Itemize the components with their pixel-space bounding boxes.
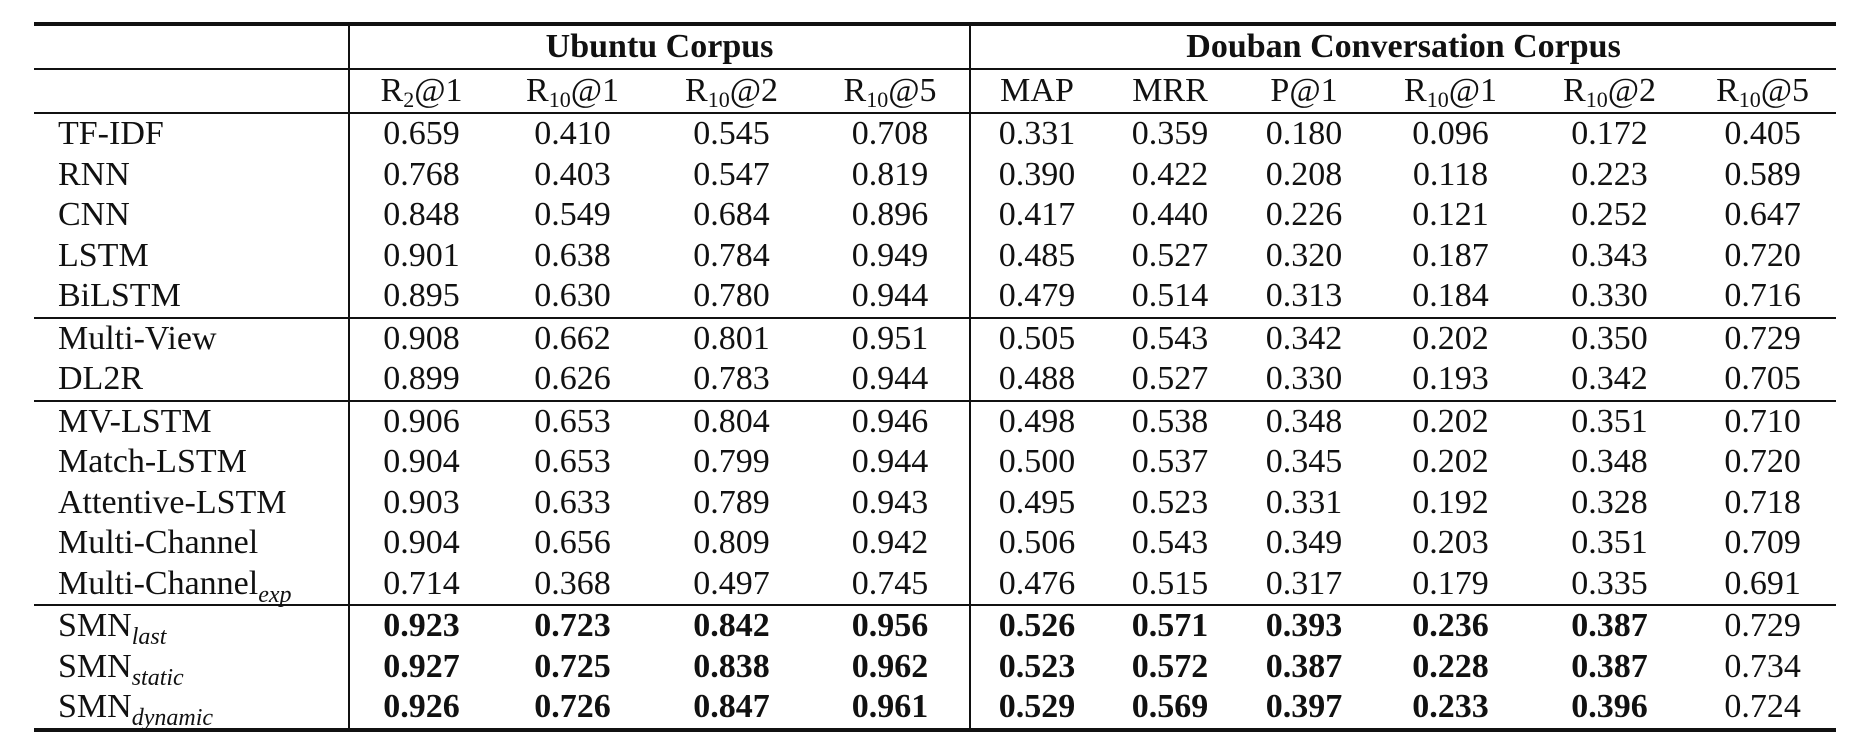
value-cell: 0.718: [1724, 483, 1801, 521]
value-cell: 0.962: [811, 647, 970, 688]
metric-header-row: [34, 69, 1836, 113]
value-cell: 0.342: [1571, 360, 1648, 398]
metric-header: $R_{10}@5$: [811, 69, 970, 113]
value-cell: 0.927: [383, 647, 460, 685]
value-cell: 0.848: [383, 196, 460, 234]
value-cell: 0.901: [383, 236, 460, 274]
value-cell: 0.906: [383, 402, 460, 440]
value-cell: 0.630: [534, 277, 611, 315]
model-name-cell: LSTM: [34, 236, 349, 277]
value-cell: 0.908: [383, 319, 460, 357]
table-row: [34, 442, 1836, 483]
value-cell: 0.569: [1131, 688, 1209, 726]
group-header-douban: Douban Conversation Corpus: [1186, 28, 1621, 65]
value-cell: 0.726: [534, 688, 611, 726]
value-cell: 0.252: [1571, 196, 1648, 234]
value-cell: 0.705: [1724, 360, 1801, 398]
value-cell: 0.331: [998, 115, 1076, 153]
value-cell: 0.313: [1265, 277, 1343, 315]
value-cell: 0.656: [534, 524, 611, 562]
value-cell: 0.348: [1265, 402, 1343, 440]
model-name-cell: Multi-Channel$_{exp}$: [34, 564, 349, 606]
value-cell: 0.497: [693, 564, 770, 602]
value-cell: 0.725: [534, 647, 611, 685]
value-cell: 0.659: [383, 115, 460, 153]
value-cell: 0.538: [1131, 402, 1209, 440]
table-row: [34, 564, 1836, 606]
value-cell: 0.543: [1131, 319, 1209, 357]
value-cell: 0.403: [534, 155, 611, 193]
table-row: [34, 687, 1836, 730]
value-cell: 0.716: [1724, 277, 1801, 315]
value-cell: 0.202: [1412, 402, 1489, 440]
model-name-cell: Match-LSTM: [34, 442, 349, 483]
value-cell: 0.118: [1412, 155, 1489, 193]
value-cell: 0.096: [1412, 115, 1489, 153]
table-row: [34, 523, 1836, 564]
value-cell: 0.896: [811, 195, 970, 236]
value-cell: 0.485: [998, 236, 1076, 274]
value-cell: 0.904: [383, 443, 460, 481]
metric-header: $R_{10}@1$: [1371, 69, 1530, 113]
value-cell: 0.202: [1412, 319, 1489, 357]
value-cell: 0.729: [1724, 607, 1801, 645]
value-cell: 0.479: [998, 277, 1076, 315]
value-cell: 0.946: [811, 401, 970, 443]
metric-header: $R_2@1$: [349, 69, 493, 113]
results-table: [34, 22, 1836, 732]
value-cell: 0.193: [1412, 360, 1489, 398]
value-cell: 0.944: [811, 442, 970, 483]
value-cell: 0.572: [1131, 647, 1209, 685]
value-cell: 0.571: [1131, 607, 1209, 645]
value-cell: 0.589: [1724, 155, 1801, 193]
corner-cell: [34, 24, 349, 69]
value-cell: 0.545: [693, 115, 770, 153]
value-cell: 0.804: [693, 402, 770, 440]
table-row: [34, 605, 1836, 647]
value-cell: 0.904: [383, 524, 460, 562]
model-name-cell: MV-LSTM: [34, 401, 349, 443]
value-cell: 0.956: [811, 605, 970, 647]
value-cell: 0.537: [1131, 443, 1209, 481]
value-cell: 0.626: [534, 360, 611, 398]
value-cell: 0.523: [998, 647, 1076, 685]
value-cell: 0.691: [1724, 564, 1801, 602]
value-cell: 0.529: [998, 688, 1076, 726]
value-cell: 0.783: [693, 360, 770, 398]
value-cell: 0.638: [534, 236, 611, 274]
value-cell: 0.780: [693, 277, 770, 315]
value-cell: 0.330: [1571, 277, 1648, 315]
value-cell: 0.714: [383, 564, 460, 602]
table-row: [34, 359, 1836, 401]
value-cell: 0.387: [1571, 607, 1648, 645]
table-row: [34, 647, 1836, 688]
table-row: [34, 401, 1836, 443]
value-cell: 0.387: [1571, 647, 1648, 685]
value-cell: 0.895: [383, 277, 460, 315]
corner-cell-2: [34, 69, 349, 113]
value-cell: 0.192: [1412, 483, 1489, 521]
model-name-cell: CNN: [34, 195, 349, 236]
model-name-cell: RNN: [34, 155, 349, 196]
value-cell: 0.944: [811, 276, 970, 318]
value-cell: 0.397: [1265, 688, 1343, 726]
group-header-ubuntu: Ubuntu Corpus: [349, 24, 970, 69]
value-cell: 0.387: [1265, 647, 1343, 685]
value-cell: 0.335: [1571, 564, 1648, 602]
value-cell: 0.729: [1724, 319, 1801, 357]
value-cell: 0.320: [1265, 236, 1343, 274]
value-cell: 0.549: [534, 196, 611, 234]
value-cell: 0.684: [693, 196, 770, 234]
value-cell: 0.405: [1724, 115, 1801, 153]
metric-header: $R_{10}@5$: [1689, 69, 1836, 113]
value-cell: 0.708: [811, 113, 970, 155]
value-cell: 0.330: [1265, 360, 1343, 398]
group-header-row: [34, 24, 1836, 69]
value-cell: 0.724: [1724, 688, 1801, 726]
value-cell: 0.734: [1724, 647, 1801, 685]
value-cell: 0.121: [1412, 196, 1489, 234]
value-cell: 0.543: [1131, 524, 1209, 562]
value-cell: 0.709: [1724, 524, 1801, 562]
value-cell: 0.180: [1265, 115, 1343, 153]
value-cell: 0.476: [998, 564, 1076, 602]
model-name-cell: $SMN_{last}$: [34, 605, 349, 647]
model-name-cell: $SMN_{static}$: [34, 647, 349, 688]
model-name-cell: DL2R: [34, 359, 349, 401]
value-cell: 0.505: [998, 319, 1076, 357]
value-cell: 0.819: [811, 155, 970, 196]
model-name-cell: BiLSTM: [34, 276, 349, 318]
value-cell: 0.662: [534, 319, 611, 357]
value-cell: 0.847: [693, 688, 770, 726]
value-cell: 0.653: [534, 443, 611, 481]
value-cell: 0.345: [1265, 443, 1343, 481]
value-cell: 0.495: [998, 483, 1076, 521]
value-cell: 0.331: [1265, 483, 1343, 521]
model-name-cell: $SMN_{dynamic}$: [34, 687, 349, 730]
value-cell: 0.228: [1412, 647, 1489, 685]
value-cell: 0.515: [1131, 564, 1209, 602]
value-cell: 0.348: [1571, 443, 1648, 481]
value-cell: 0.328: [1571, 483, 1648, 521]
value-cell: 0.422: [1131, 155, 1209, 193]
value-cell: 0.842: [693, 607, 770, 645]
value-cell: 0.396: [1571, 688, 1648, 726]
value-cell: 0.393: [1265, 607, 1343, 645]
metric-header: $R_{10}@2$: [652, 69, 811, 113]
table-row: [34, 276, 1836, 318]
value-cell: 0.203: [1412, 524, 1489, 562]
value-cell: 0.838: [693, 647, 770, 685]
value-cell: 0.784: [693, 236, 770, 274]
table-row: [34, 195, 1836, 236]
value-cell: 0.944: [811, 359, 970, 401]
value-cell: 0.527: [1131, 236, 1209, 274]
value-cell: 0.368: [534, 564, 611, 602]
table-row: [34, 483, 1836, 524]
value-cell: 0.226: [1265, 196, 1343, 234]
value-cell: 0.350: [1571, 319, 1648, 357]
value-cell: 0.440: [1131, 196, 1209, 234]
model-name-cell: Multi-View: [34, 318, 349, 360]
value-cell: 0.179: [1412, 564, 1489, 602]
value-cell: 0.801: [693, 319, 770, 357]
value-cell: 0.942: [811, 523, 970, 564]
table-row: [34, 236, 1836, 277]
value-cell: 0.961: [811, 687, 970, 730]
value-cell: 0.359: [1131, 115, 1209, 153]
metric-header: MRR: [1103, 69, 1237, 113]
value-cell: 0.506: [998, 524, 1076, 562]
value-cell: 0.184: [1412, 277, 1489, 315]
value-cell: 0.710: [1724, 402, 1801, 440]
value-cell: 0.951: [811, 318, 970, 360]
value-cell: 0.514: [1131, 277, 1209, 315]
value-cell: 0.342: [1265, 319, 1343, 357]
value-cell: 0.208: [1265, 155, 1343, 193]
value-cell: 0.903: [383, 483, 460, 521]
value-cell: 0.500: [998, 443, 1076, 481]
value-cell: 0.417: [998, 196, 1076, 234]
table-row: [34, 318, 1836, 360]
metric-header: P@1: [1237, 69, 1371, 113]
value-cell: 0.633: [534, 483, 611, 521]
value-cell: 0.647: [1724, 196, 1801, 234]
value-cell: 0.349: [1265, 524, 1343, 562]
value-cell: 0.351: [1571, 402, 1648, 440]
value-cell: 0.943: [811, 483, 970, 524]
value-cell: 0.799: [693, 443, 770, 481]
value-cell: 0.351: [1571, 524, 1648, 562]
value-cell: 0.768: [383, 155, 460, 193]
value-cell: 0.390: [998, 155, 1076, 193]
value-cell: 0.653: [534, 402, 611, 440]
value-cell: 0.488: [998, 360, 1076, 398]
model-name-cell: Attentive-LSTM: [34, 483, 349, 524]
value-cell: 0.720: [1724, 443, 1801, 481]
value-cell: 0.343: [1571, 236, 1648, 274]
model-name-cell: TF-IDF: [34, 113, 349, 155]
value-cell: 0.547: [693, 155, 770, 193]
metric-header: $R_{10}@1$: [493, 69, 652, 113]
value-cell: 0.949: [811, 236, 970, 277]
value-cell: 0.809: [693, 524, 770, 562]
value-cell: 0.236: [1412, 607, 1489, 645]
value-cell: 0.233: [1412, 688, 1489, 726]
value-cell: 0.187: [1412, 236, 1489, 274]
value-cell: 0.498: [998, 402, 1076, 440]
value-cell: 0.789: [693, 483, 770, 521]
value-cell: 0.526: [998, 607, 1076, 645]
value-cell: 0.923: [383, 607, 460, 645]
results-table-container: [34, 22, 1836, 732]
value-cell: 0.202: [1412, 443, 1489, 481]
value-cell: 0.899: [383, 360, 460, 398]
value-cell: 0.720: [1724, 236, 1801, 274]
value-cell: 0.523: [1131, 483, 1209, 521]
metric-header: MAP: [970, 69, 1103, 113]
value-cell: 0.317: [1265, 564, 1343, 602]
value-cell: 0.926: [383, 688, 460, 726]
table-row: [34, 155, 1836, 196]
model-name-cell: Multi-Channel: [34, 523, 349, 564]
value-cell: 0.172: [1571, 115, 1648, 153]
value-cell: 0.745: [811, 564, 970, 606]
value-cell: 0.527: [1131, 360, 1209, 398]
value-cell: 0.410: [534, 115, 611, 153]
table-row: [34, 113, 1836, 155]
value-cell: 0.723: [534, 607, 611, 645]
metric-header: $R_{10}@2$: [1530, 69, 1689, 113]
value-cell: 0.223: [1571, 155, 1648, 193]
table-body: [34, 113, 1836, 730]
